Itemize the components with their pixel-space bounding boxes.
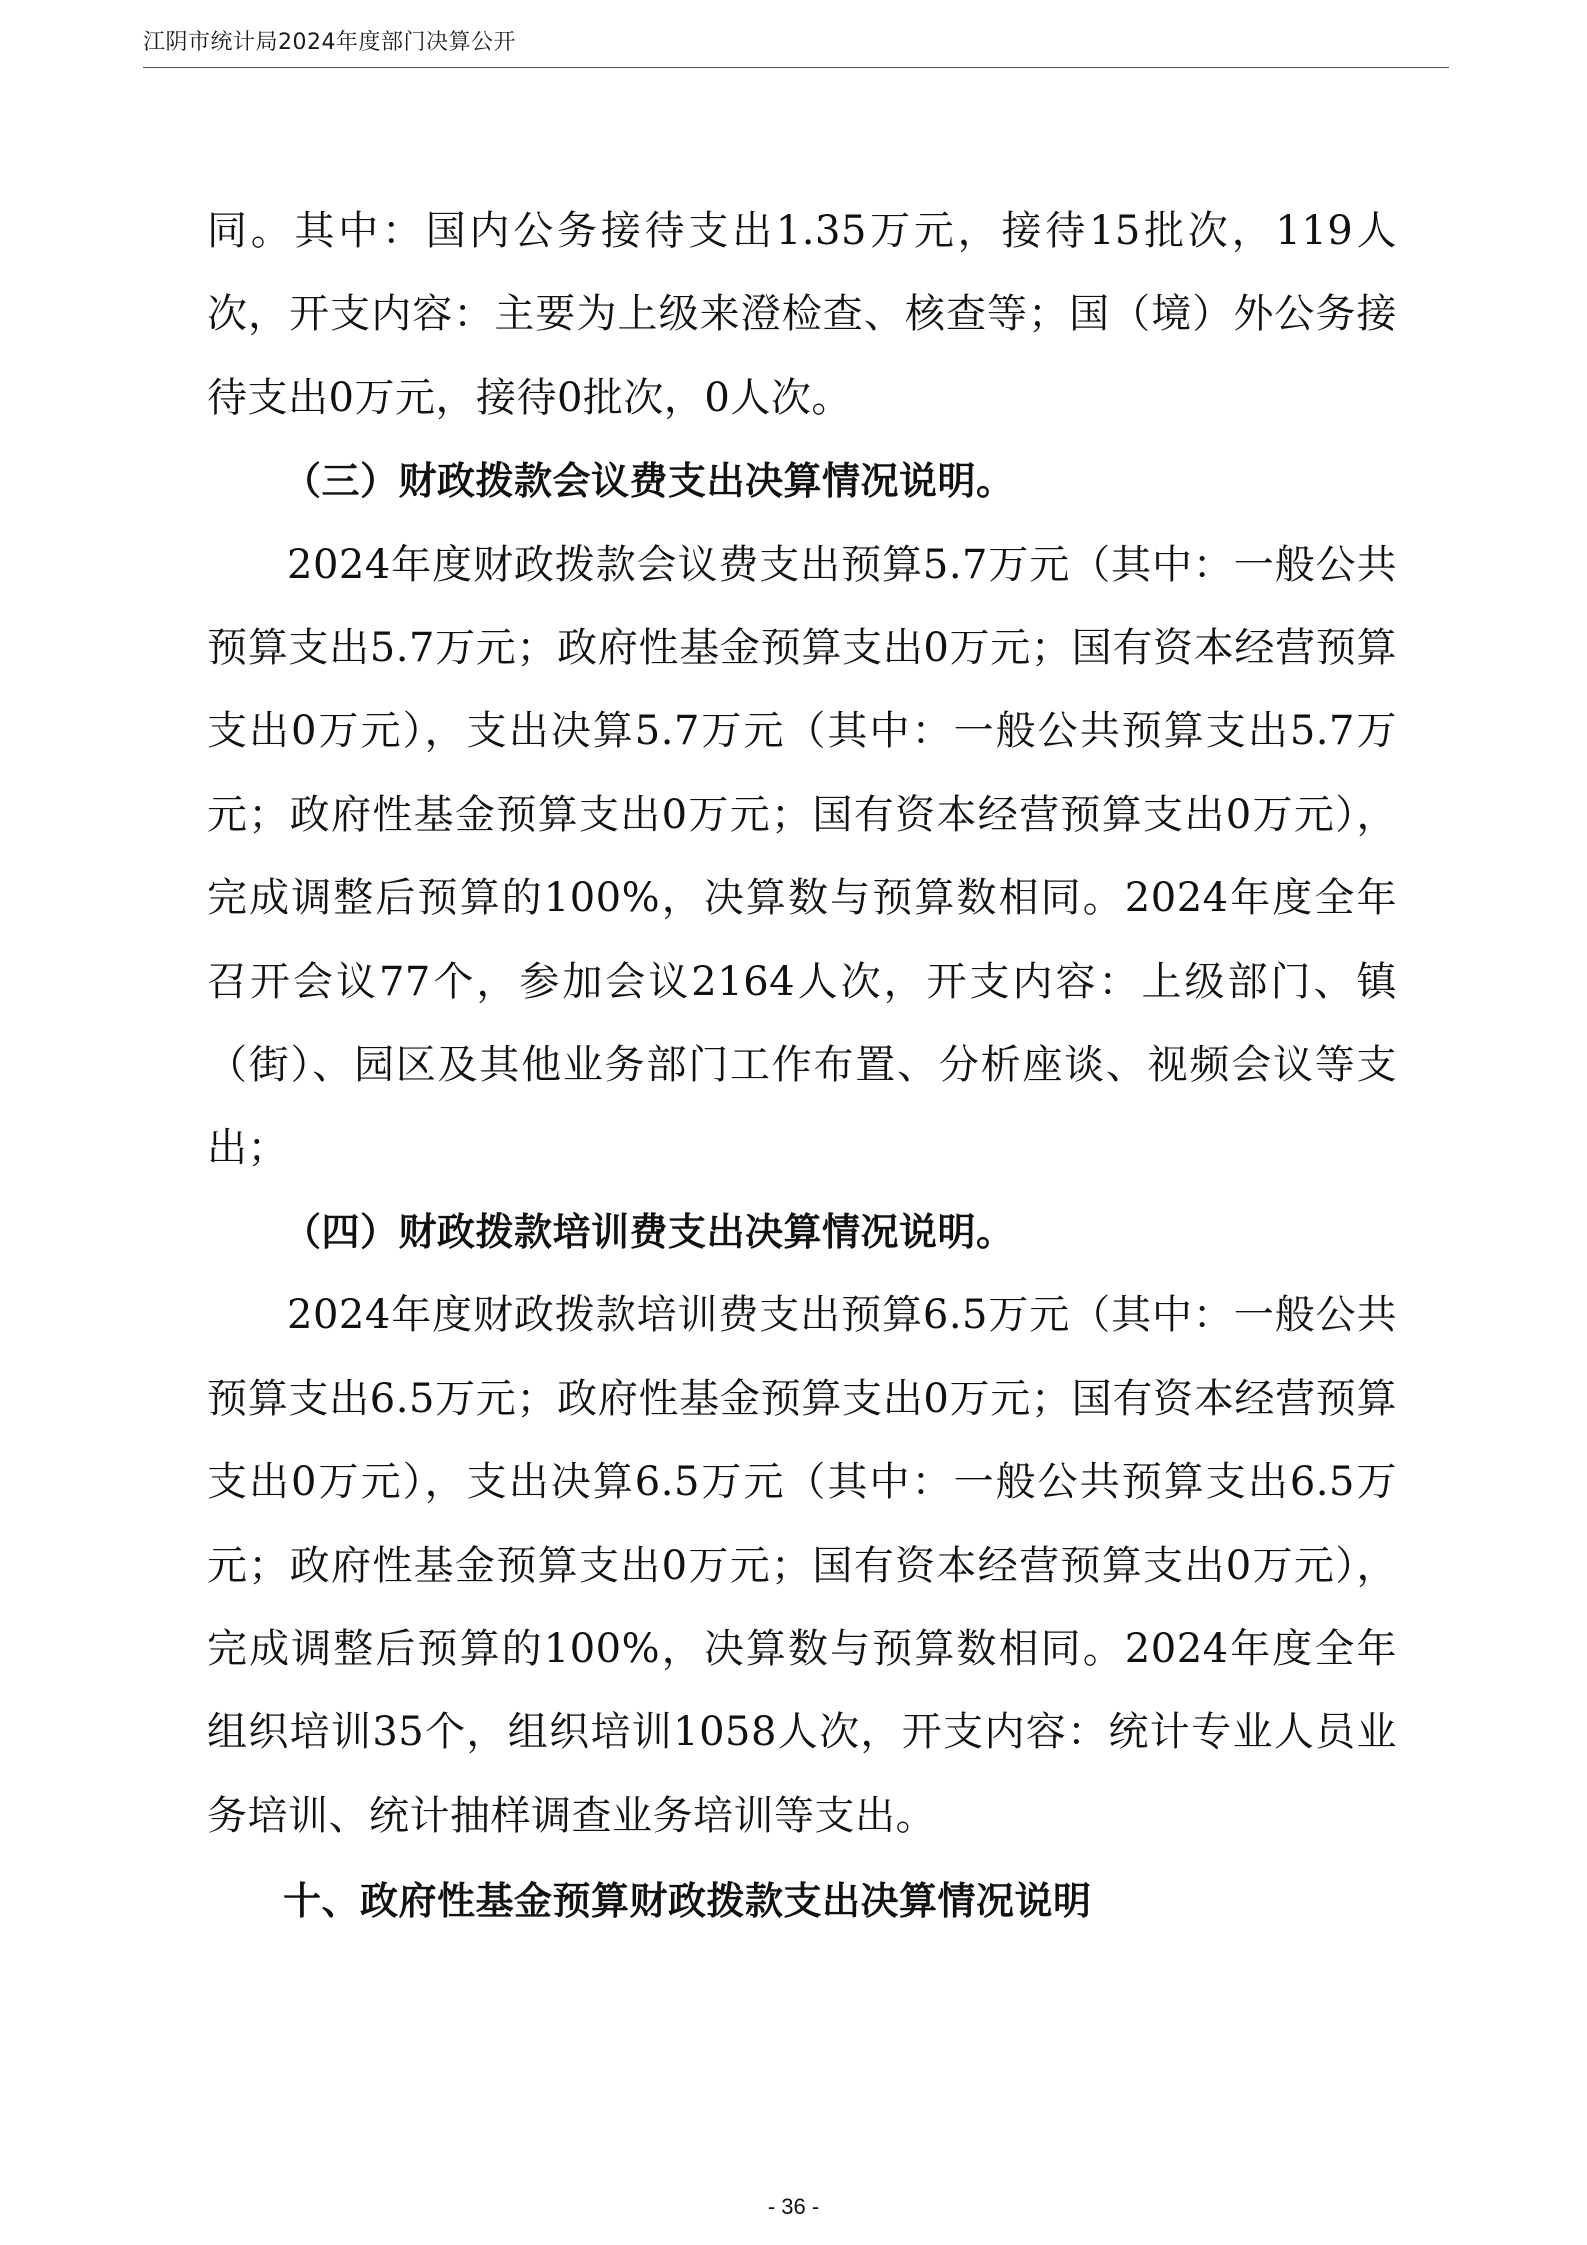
heading-training-expense: （四）财政拨款培训费支出决算情况说明。 [283, 1209, 1015, 1254]
paragraph-meeting-expense: 2024年度财政拨款会议费支出预算5.7万元（其中：一般公共预算支出5.7万元；政府性基金预算支出0万元；国有资本经营预算支出0万元），支出决算5.7万元（其中：一般公共预算支出5.7万元；政府性基金预算支出0万元；国有资本经营预算支出0万元），完成调整后预算的100%，决算数与预算数相同。2024年度全年召开会议77个，参加会议2164人次，开支内容：上级部门、镇（街）、园区及其他业务部门工作布置、分析座谈、视频会议等支出； [207, 541, 1397, 1172]
section-heading-government-fund: 十、政府性基金预算财政拨款支出决算情况说明 [283, 1879, 1092, 1924]
document-body [207, 190, 1397, 1944]
paragraph-training-expense: 2024年度财政拨款培训费支出预算6.5万元（其中：一般公共预算支出6.5万元；政府性基金预算支出0万元；国有资本经营预算支出0万元），支出决算6.5万元（其中：一般公共预算支出6.5万元；政府性基金预算支出0万元；国有资本经营预算支出0万元），完成调整后预算的100%，决算数与预算数相同。2024年度全年组织培训35个，组织培训1058人次，开支内容：统计专业人员业务培训、统计抽样调查业务培训等支出。 [207, 1292, 1397, 1839]
paragraph-reception-continued: 同。其中：国内公务接待支出1.35万元，接待15批次，119人次，开支内容：主要为上级来澄检查、核查等；国（境）外公务接待支出0万元，接待0批次，0人次。 [207, 208, 1397, 421]
header-divider [143, 67, 1449, 68]
heading-meeting-expense: （三）财政拨款会议费支出决算情况说明。 [283, 459, 1015, 504]
page-number: - 36 - [767, 2194, 820, 2219]
page-header-title: 江阴市统计局2024年度部门决算公开 [143, 30, 516, 55]
